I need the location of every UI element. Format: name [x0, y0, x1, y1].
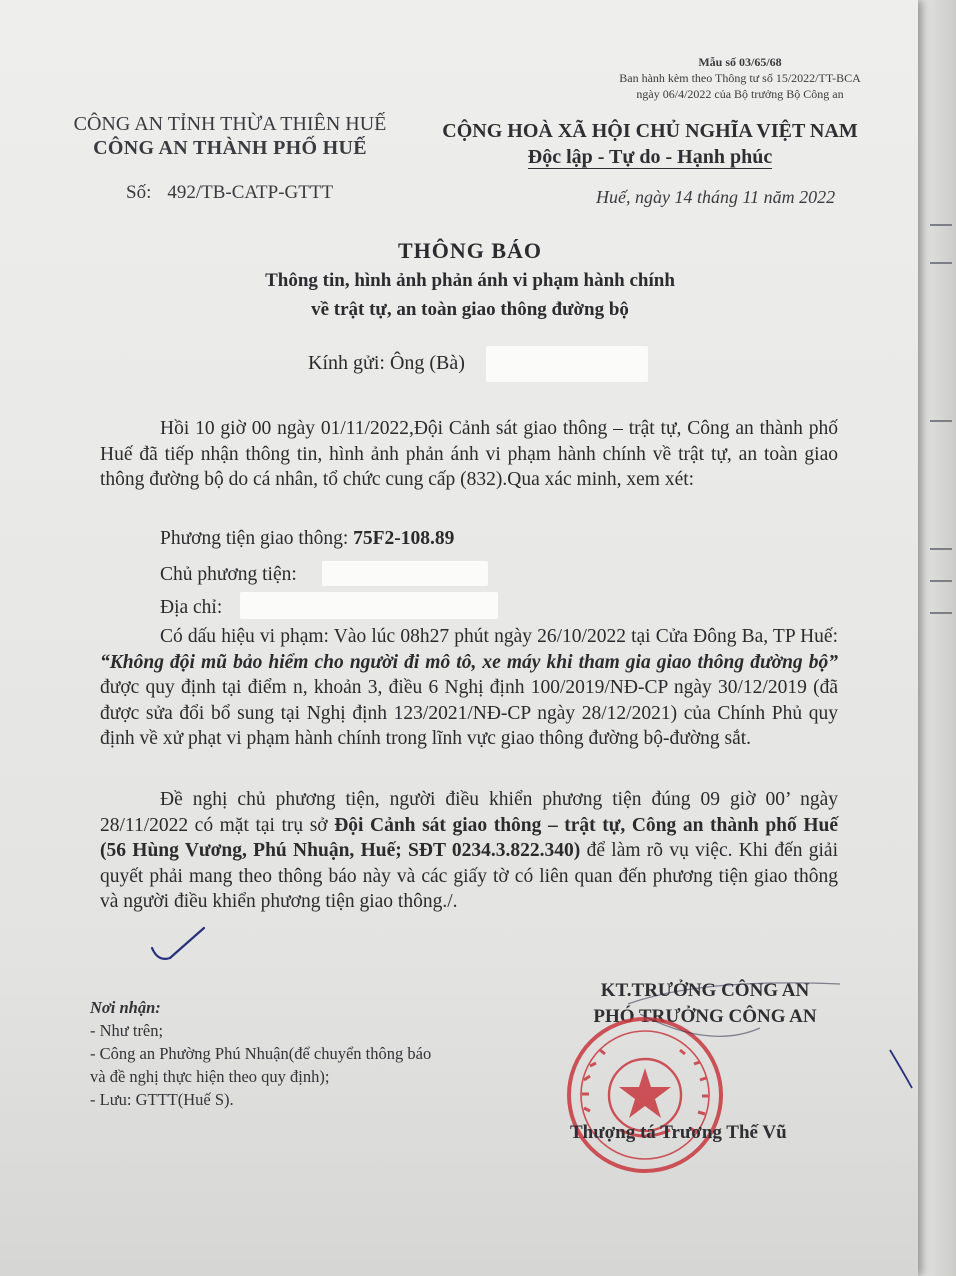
request-paragraph	[100, 787, 838, 915]
owner-label: Chủ phương tiện:	[160, 564, 297, 585]
vehicle-line	[160, 528, 454, 550]
address-label: Địa chỉ:	[160, 597, 223, 618]
recipient-item: và đề nghị thực hiện theo quy định);	[90, 1067, 330, 1086]
title-sub-2: về trật tự, an toàn giao thông đường bộ	[311, 299, 629, 320]
signer-name: Thượng tá Trương Thế Vũ	[570, 1122, 787, 1143]
violation-prefix: Có dấu hiệu vi phạm: Vào lúc 08h27 phút ngày 26/10/2022 tại Cửa Đông Ba, TP Huế:	[160, 626, 838, 647]
national-heading	[430, 118, 870, 170]
violation-suffix: được quy định tại điểm n, khoản 3, điều 6 Nghị định 100/2019/NĐ-CP ngày 30/12/2019 (đã được sửa đổi bổ sung tại Nghị định 123/2021/NĐ-CP ngày 28/12/2021) của Chính Phủ quy định về xử phạt vi phạm hành chính trong lĩnh vực giao thông đường bộ-đường sắt.	[100, 677, 838, 749]
official-stamp	[560, 1010, 730, 1180]
recipient-item: - Lưu: GTTT(Huế S).	[90, 1090, 234, 1109]
form-date: ngày 06/4/2022 của Bộ trưởng Bộ Công an	[636, 87, 844, 101]
form-circular: Ban hành kèm theo Thông tư số 15/2022/TT-BCA	[619, 71, 861, 85]
title-sub-1: Thông tin, hình ảnh phản ánh vi phạm hành chính	[265, 270, 675, 291]
redacted-name	[486, 346, 648, 382]
violation-paragraph	[100, 624, 838, 752]
document-title	[150, 236, 790, 324]
form-reference	[560, 54, 918, 102]
issuing-unit: CÔNG AN THÀNH PHỐ HUẾ	[93, 137, 367, 159]
signature-title-2: PHÓ TRƯỞNG CÔNG AN	[593, 1006, 817, 1027]
addressee-label: Kính gửi: Ông (Bà)	[308, 352, 465, 374]
vehicle-label: Phương tiện giao thông:	[160, 528, 349, 549]
recipient-item: - Công an Phường Phú Nhuận(để chuyển thông báo	[90, 1044, 432, 1063]
address-line	[160, 597, 222, 619]
signature-title-1: KT.TRƯỞNG CÔNG AN	[600, 980, 810, 1001]
issuing-agency	[40, 112, 420, 160]
form-code: Mẫu số 03/65/68	[698, 55, 782, 69]
recipients-block	[90, 996, 431, 1111]
request-office: Đội Cảnh sát giao thông – trật tự, Công an thành phố Huế (56 Hùng Vương, Phú Nhuận, Huế; SĐT 0234.3.822.340)	[100, 814, 839, 861]
recipients-heading: Nơi nhận:	[90, 998, 161, 1017]
redacted-owner	[322, 561, 488, 586]
document-number	[126, 182, 333, 204]
intro-paragraph: Hồi 10 giờ 00 ngày 01/11/2022,Đội Cảnh sát giao thông – trật tự, Công an thành phố Huế đã tiếp nhận thông tin, hình ảnh phản ánh vi phạm hành chính về trật tự, an toàn giao thông đường bộ do cá nhân, tổ chức cung cấp (832).Qua xác minh, xem xét:	[100, 418, 838, 490]
document-number-label: Số:	[126, 182, 152, 203]
redacted-address	[240, 592, 498, 619]
parent-agency: CÔNG AN TỈNH THỪA THIÊN HUẾ	[73, 113, 387, 135]
request-prefix: Đề nghị chủ phương tiện, người điều khiển phương tiện đúng 09 giờ 00’ ngày 28/11/2022 có mặt tại trụ sở	[100, 789, 838, 836]
violation-quote: “Không đội mũ bảo hiểm cho người đi mô tô, xe máy khi tham gia giao thông đường bộ”	[100, 651, 838, 673]
document-number-value: 492/TB-CATP-GTTT	[167, 182, 334, 203]
title-main: THÔNG BÁO	[397, 238, 543, 263]
vehicle-plate: 75F2-108.89	[353, 528, 455, 549]
recipient-item: - Như trên;	[90, 1021, 164, 1040]
nation-motto: Độc lập - Tự do - Hạnh phúc	[527, 146, 773, 168]
owner-line	[160, 564, 297, 586]
nation-name: CỘNG HOÀ XÃ HỘI CHỦ NGHĨA VIỆT NAM	[442, 120, 858, 142]
request-suffix: để làm rõ vụ việc. Khi đến giải quyết phải mang theo thông báo này và các giấy tờ có liên quan đến phương tiện giao thông và người điều khiển phương tiện giao thông./.	[100, 840, 839, 912]
dateline: Huế, ngày 14 tháng 11 năm 2022	[596, 187, 836, 207]
